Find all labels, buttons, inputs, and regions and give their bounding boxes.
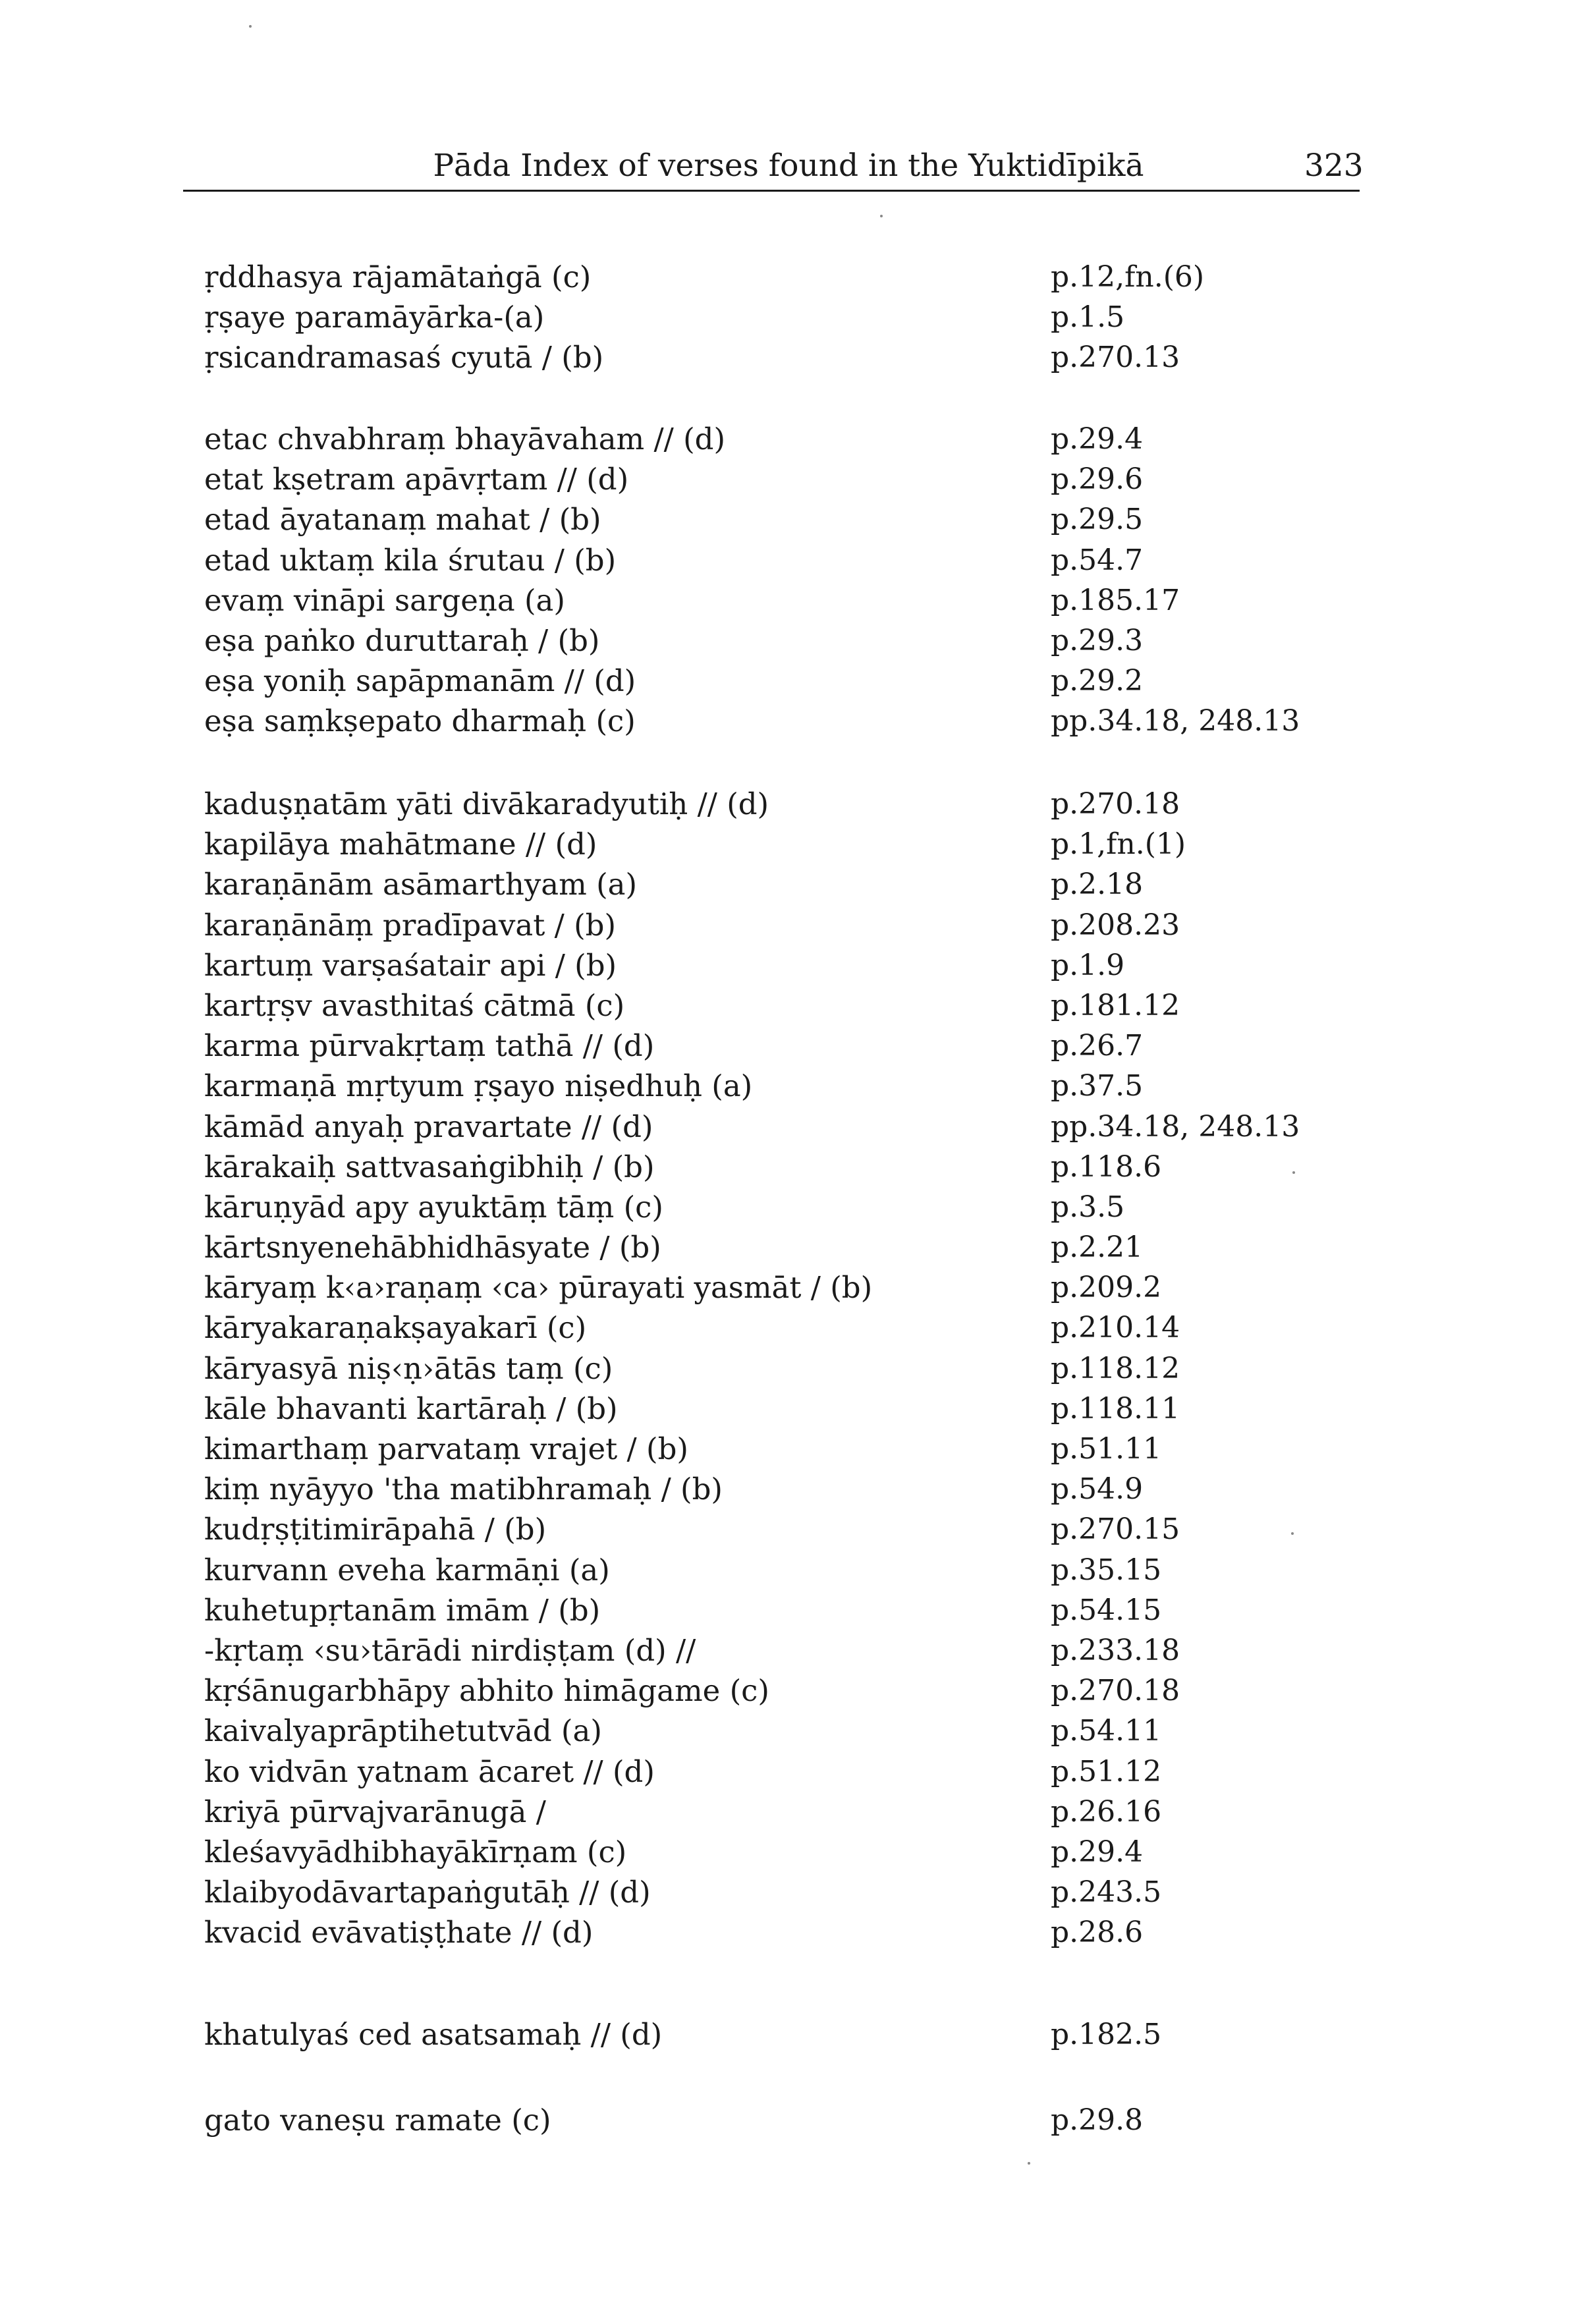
verse-pada: kāryakaraṇakṣayakarī (c) (204, 1310, 587, 1346)
index-entry (0, 1832, 1577, 1872)
verse-pada: kāle bhavanti kartāraḥ / (b) (204, 1391, 618, 1426)
index-entry (0, 1026, 1577, 1066)
index-entry (0, 1227, 1577, 1267)
page-reference: p.270.15 (1051, 1512, 1180, 1547)
page-reference: p.1.5 (1051, 300, 1125, 335)
verse-pada: klaibyodāvartapaṅgutāḥ // (d) (204, 1875, 651, 1910)
index-entry (0, 1590, 1577, 1630)
page-reference: p.243.5 (1051, 1875, 1162, 1910)
page-reference: pp.34.18, 248.13 (1051, 1109, 1300, 1144)
index-entry (0, 297, 1577, 337)
page-reference: p.35.15 (1051, 1553, 1162, 1587)
page-reference: p.51.12 (1051, 1754, 1162, 1788)
page-reference: p.29.4 (1051, 1835, 1144, 1869)
verse-pada: karma pūrvakṛtaṃ tathā // (d) (204, 1028, 655, 1064)
index-entry (0, 784, 1577, 824)
index-entry (0, 1107, 1577, 1147)
page-reference: p.210.14 (1051, 1311, 1180, 1345)
verse-pada: kārakaiḥ sattvasaṅgibhiḥ / (b) (204, 1149, 655, 1184)
page-reference: p.29.6 (1051, 462, 1144, 497)
verse-pada: karaṇānāṃ pradīpavat / (b) (204, 907, 617, 943)
index-group-g (0, 2100, 1577, 2140)
page-reference: p.54.15 (1051, 1593, 1162, 1627)
verse-pada: kartuṃ varṣaśatair api / (b) (204, 947, 617, 983)
index-group-r (0, 257, 1577, 378)
index-entry (0, 1630, 1577, 1671)
verse-pada: kaivalyaprāptihetutvād (a) (204, 1713, 602, 1749)
scan-speck (1028, 2162, 1030, 2165)
index-entry (0, 1429, 1577, 1469)
verse-pada: eṣa yoniḥ sapāpmanām // (d) (204, 663, 636, 699)
verse-pada: etad āyatanaṃ mahat / (b) (204, 502, 601, 538)
page-reference: p.118.11 (1051, 1391, 1180, 1425)
page-reference: p.182.5 (1051, 2018, 1162, 2051)
verse-pada: ṛddhasya rājamātaṅgā (c) (204, 260, 592, 294)
verse-pada: ṛsicandramasaś cyutā / (b) (204, 340, 604, 375)
index-entry (0, 905, 1577, 945)
page-reference: p.1,fn.(1) (1051, 827, 1186, 862)
index-entry (0, 1550, 1577, 1590)
page-reference: p.29.3 (1051, 623, 1144, 657)
index-entry (0, 661, 1577, 701)
scan-speck (1291, 1532, 1294, 1535)
verse-pada: etac chvabhraṃ bhayāvaham // (d) (204, 422, 726, 456)
verse-pada: kimarthaṃ parvataṃ vrajet / (b) (204, 1431, 688, 1466)
index-entry (0, 701, 1577, 741)
running-header-title: Pāda Index of verses found in the Yuktidīpikā (433, 148, 1144, 184)
index-entry (0, 1469, 1577, 1509)
verse-pada: ko vidvān yatnam ācaret // (d) (204, 1754, 655, 1789)
index-entry (0, 985, 1577, 1026)
page-reference: p.26.16 (1051, 1794, 1162, 1829)
index-entry (0, 1872, 1577, 1912)
index-entry (0, 1671, 1577, 1711)
page-reference: p.54.11 (1051, 1714, 1162, 1748)
page-reference: p.2.21 (1051, 1231, 1144, 1265)
index-group-kh (0, 2014, 1577, 2055)
index-entry (0, 945, 1577, 985)
index-entry (0, 1267, 1577, 1308)
index-entry (0, 864, 1577, 904)
index-entry (0, 1792, 1577, 1832)
scan-speck (249, 25, 252, 28)
index-entry (0, 1308, 1577, 1348)
verse-pada: etat kṣetram apāvṛtam // (d) (204, 462, 629, 497)
index-entry (0, 419, 1577, 459)
page-reference: p.28.6 (1051, 1916, 1144, 1950)
verse-pada: kleśavyādhibhayākīrṇam (c) (204, 1834, 627, 1869)
verse-pada: etad uktaṃ kila śrutau / (b) (204, 542, 617, 578)
verse-pada: eṣa paṅko duruttaraḥ / (b) (204, 622, 600, 658)
page-reference: p.209.2 (1051, 1271, 1162, 1305)
index-entry (0, 580, 1577, 621)
page-reference: p.29.4 (1051, 422, 1144, 456)
page-reference: p.270.13 (1051, 341, 1180, 375)
index-group-e (0, 419, 1577, 742)
index-entry (0, 499, 1577, 540)
index-entry (0, 1509, 1577, 1549)
verse-pada: kurvann eveha karmāṇi (a) (204, 1552, 610, 1588)
index-entry (0, 824, 1577, 864)
index-entry (0, 1752, 1577, 1792)
index-entry (0, 257, 1577, 297)
page-reference: p.29.8 (1051, 2103, 1144, 2137)
page-reference: p.208.23 (1051, 908, 1180, 942)
page-reference: p.2.18 (1051, 868, 1144, 902)
page-number: 323 (1304, 148, 1364, 184)
index-entry (0, 2014, 1577, 2055)
page-reference: p.12,fn.(6) (1051, 260, 1205, 294)
verse-pada: kapilāya mahātmane // (d) (204, 827, 597, 862)
index-entry (0, 1912, 1577, 1952)
index-entry (0, 1348, 1577, 1389)
scan-speck (880, 215, 883, 217)
verse-pada: ṛṣaye paramāyārka-(a) (204, 300, 545, 335)
page-reference: p.26.7 (1051, 1029, 1144, 1063)
verse-pada: kudṛṣṭitimirāpahā / (b) (204, 1512, 547, 1547)
verse-pada: karaṇānām asāmarthyam (a) (204, 867, 638, 902)
verse-pada: kartṛṣv avasthitaś cātmā (c) (204, 987, 625, 1023)
page-reference: p.3.5 (1051, 1190, 1125, 1224)
page-reference: p.181.12 (1051, 988, 1180, 1022)
page-reference: p.185.17 (1051, 583, 1180, 617)
verse-pada: kāryaṃ k‹a›raṇaṃ ‹ca› pūrayati yasmāt / (b) (204, 1270, 873, 1306)
index-entry (0, 1066, 1577, 1106)
verse-pada: kāruṇyād apy ayuktāṃ tāṃ (c) (204, 1189, 663, 1225)
verse-pada: gato vaneṣu ramate (c) (204, 2103, 551, 2138)
page-reference: p.118.6 (1051, 1149, 1162, 1184)
page-reference: p.118.12 (1051, 1351, 1180, 1385)
verse-pada: kriyā pūrvajvarānugā / (204, 1794, 546, 1829)
page-reference: p.51.11 (1051, 1432, 1162, 1466)
page-reference: pp.34.18, 248.13 (1051, 704, 1300, 738)
index-entry (0, 540, 1577, 580)
page-reference: p.1.9 (1051, 948, 1125, 982)
index-entry (0, 337, 1577, 377)
page-reference: p.37.5 (1051, 1069, 1144, 1103)
index-group-k (0, 784, 1577, 1952)
page-reference: p.270.18 (1051, 787, 1180, 821)
verse-pada: kiṃ nyāyyo 'tha matibhramaḥ / (b) (204, 1472, 723, 1507)
page-reference: p.54.7 (1051, 543, 1144, 577)
page-reference: p.29.5 (1051, 503, 1144, 537)
page-reference: p.270.18 (1051, 1674, 1180, 1708)
page-reference: p.233.18 (1051, 1633, 1180, 1667)
index-entry (0, 1147, 1577, 1187)
verse-pada: kaduṣṇatām yāti divākaradyutiḥ // (d) (204, 787, 769, 821)
verse-pada: khatulyaś ced asatsamaḥ // (d) (204, 2017, 663, 2052)
page-reference: p.54.9 (1051, 1472, 1144, 1507)
verse-pada: eṣa saṃkṣepato dharmaḥ (c) (204, 704, 636, 739)
index-entry (0, 2100, 1577, 2140)
verse-pada: kvacid evāvatiṣṭhate // (d) (204, 1915, 594, 1950)
scan-speck (1292, 1171, 1295, 1174)
index-entry (0, 621, 1577, 661)
verse-pada: karmaṇā mṛtyum ṛṣayo niṣedhuḥ (a) (204, 1068, 753, 1104)
verse-pada: evaṃ vināpi sargeṇa (a) (204, 582, 565, 618)
verse-pada: kuhetupṛtanām imām / (b) (204, 1592, 601, 1628)
verse-pada: kārtsnyenehābhidhāsyate / (b) (204, 1230, 661, 1265)
verse-pada: -kṛtaṃ ‹su›tārādi nirdiṣṭam (d) // (204, 1632, 696, 1668)
page-reference: p.29.2 (1051, 664, 1144, 698)
index-entry (0, 459, 1577, 499)
verse-pada: kṛśānugarbhāpy abhito himāgame (c) (204, 1673, 769, 1709)
verse-pada: kāmād anyaḥ pravartate // (d) (204, 1109, 653, 1144)
verse-pada: kāryasyā niṣ‹ṇ›ātās taṃ (c) (204, 1350, 613, 1386)
index-entry (0, 1187, 1577, 1227)
index-entry (0, 1389, 1577, 1429)
index-entry (0, 1711, 1577, 1751)
